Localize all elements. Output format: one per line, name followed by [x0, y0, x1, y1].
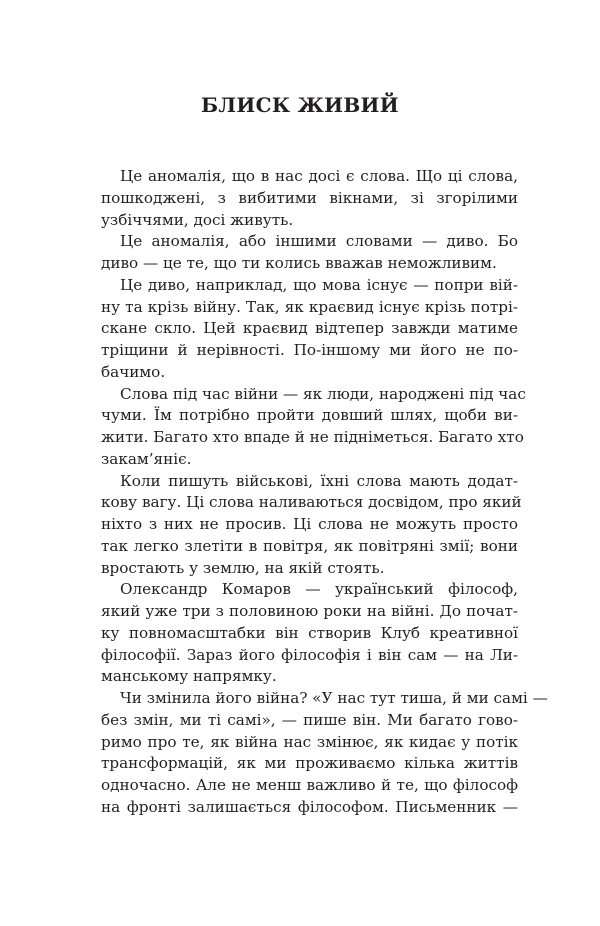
text-line: закам’яніє.: [101, 449, 192, 468]
text-line: тріщини й нерівності. По-іншому ми його не по-: [101, 341, 518, 359]
chapter-body: [101, 166, 548, 819]
text-line: Чи змінила його війна? «У нас тут тиша, й ми самі —: [120, 689, 548, 707]
text-line: манському напрямку.: [101, 667, 277, 686]
paragraph: [101, 471, 522, 580]
text-line: так легко злетіти в повітря, як повітряні змії; вони: [101, 536, 518, 555]
paragraph: [101, 166, 518, 231]
paragraph: [101, 579, 518, 688]
text-line: ку повномасштабки він створив Клуб креативної: [101, 623, 518, 642]
text-line: який уже три з половиною роки на війні. До почат-: [101, 602, 518, 620]
text-line: Це аномалія, що в нас досі є слова. Що ці слова,: [120, 167, 518, 185]
text-line: жити. Багато хто впаде й не підніметься. Багато хто: [101, 428, 524, 446]
paragraph: [101, 275, 518, 384]
text-line: Це диво, наприклад, що мова існує — попри вій-: [120, 275, 518, 294]
paragraph: [101, 688, 548, 819]
text-line: Олександр Комаров — український філософ,: [120, 580, 518, 599]
text-line: чуми. Їм потрібно пройти довший шлях, щоби ви-: [101, 406, 518, 425]
paragraph: [101, 384, 526, 471]
text-line: трансформацій, як ми проживаємо кілька життів: [101, 754, 518, 773]
text-line: скане скло. Цей краєвид відтепер завжди матиме: [101, 319, 518, 338]
text-line: без змін, ми ті самі», — пише він. Ми багато гово-: [101, 710, 518, 729]
text-line: філософії. Зараз його філософія і він сам — на Ли-: [101, 645, 518, 664]
text-line: на фронті залишається філософом. Письменник —: [101, 797, 518, 816]
text-line: Коли пишуть військові, їхні слова мають додат-: [120, 471, 518, 490]
text-line: Це аномалія, або іншими словами — диво. Бо: [120, 232, 518, 251]
text-line: кову вагу. Ці слова наливаються досвідом, про який: [101, 493, 522, 512]
text-line: узбіччями, досі живуть.: [101, 210, 294, 229]
chapter-title: БЛИСК ЖИВИЙ: [201, 93, 399, 117]
text-line: Слова під час війни — як люди, народжені під час: [120, 384, 526, 403]
paragraph: [101, 231, 518, 275]
text-line: вростають у землю, на якій стоять.: [101, 558, 385, 577]
text-line: диво — це те, що ти колись вважав неможливим.: [101, 254, 497, 272]
text-line: ніхто з них не просив. Ці слова не можуть просто: [101, 515, 518, 533]
text-line: бачимо.: [101, 362, 166, 381]
text-line: пошкоджені, з вибитими вікнами, зі згорілими: [101, 188, 518, 207]
text-line: римо про те, як війна нас змінює, як кидає у потік: [101, 732, 518, 751]
text-line: одночасно. Але не менш важливо й те, що філософ: [101, 776, 518, 794]
text-line: ну та крізь війну. Так, як краєвид існує крізь потрі-: [101, 297, 518, 316]
